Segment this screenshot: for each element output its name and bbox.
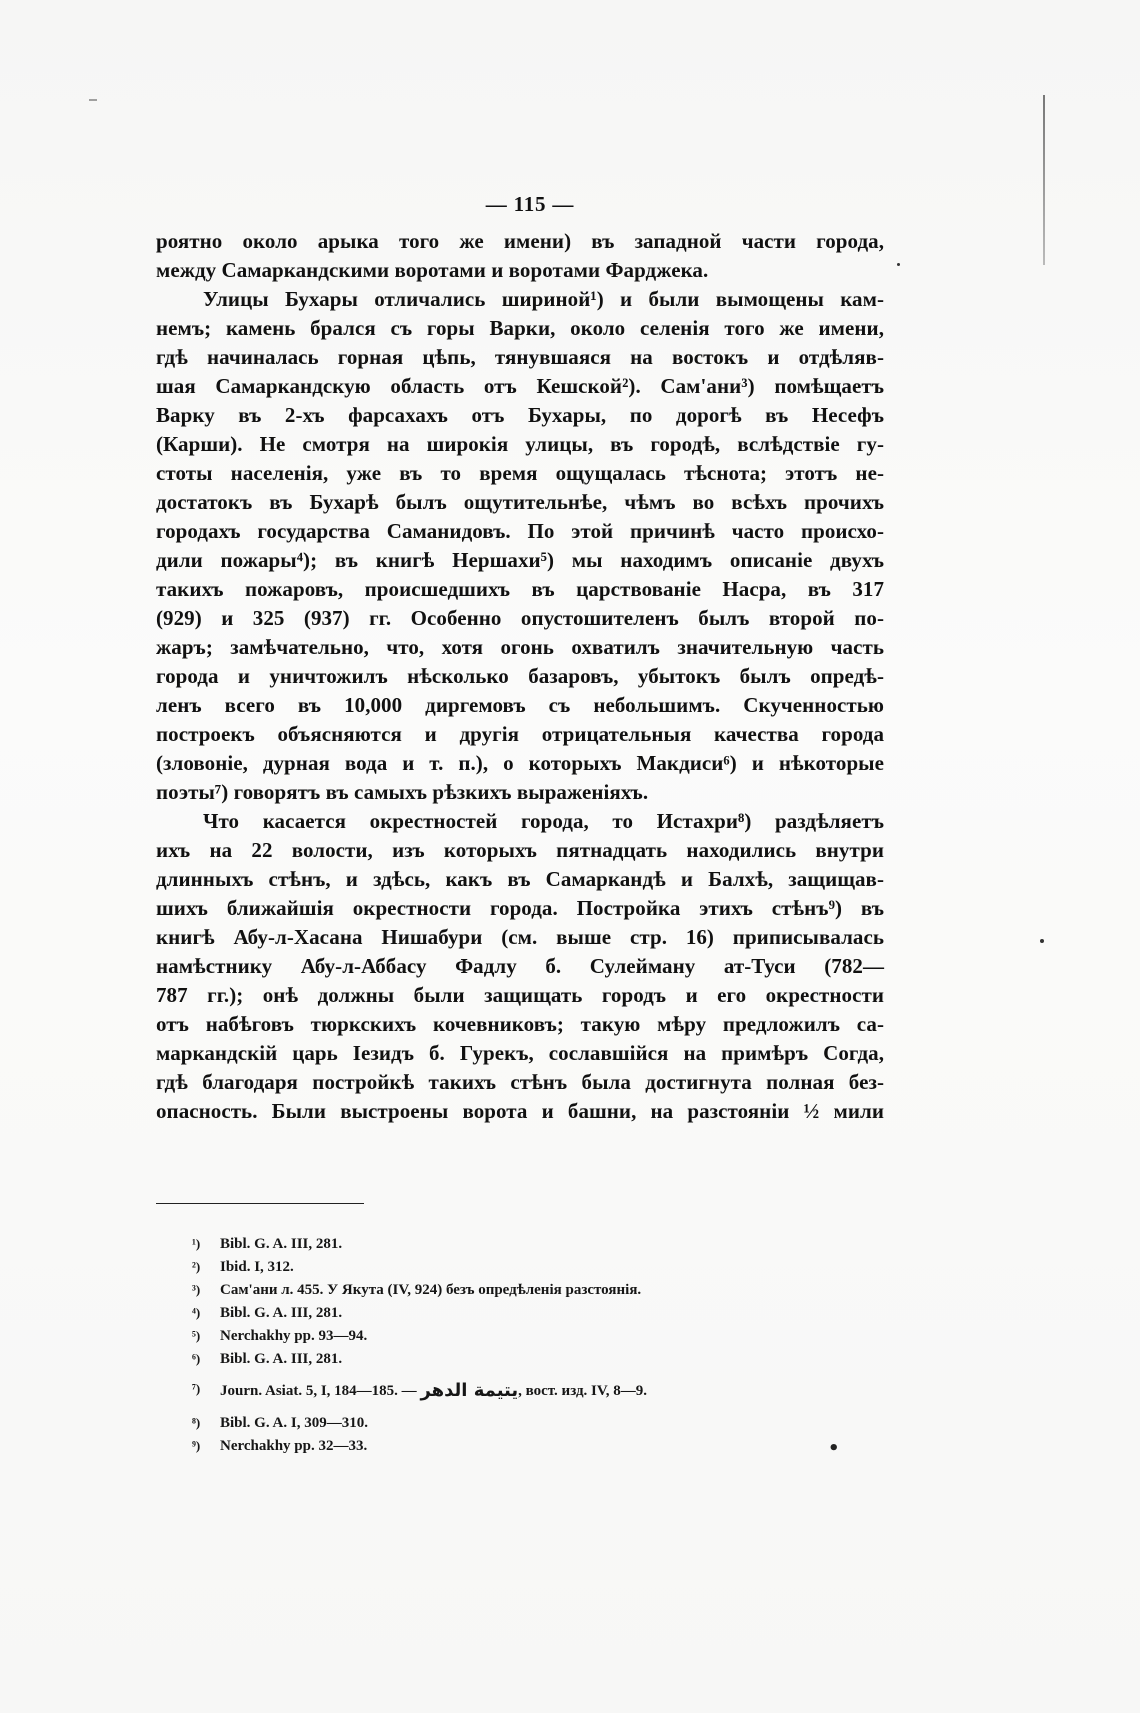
body-line: города и уничтожилъ нѣсколько базаровъ, убытокъ былъ опредѣ- (156, 664, 884, 688)
footnote-text: Сам'ани л. 455. У Якута (IV, 924) безъ опредѣленія разстоянія. (220, 1282, 642, 1298)
body-line: дили пожары⁴); въ книгѣ Нершахи⁵) мы находимъ описаніе двухъ (156, 548, 884, 572)
body-line: шихъ ближайшія окрестности города. Постройка этихъ стѣнъ⁹) въ (156, 896, 884, 920)
footnote-text: Nerchakhy pp. 32—33. (220, 1438, 368, 1454)
body-line: роятно около арыка того же имени) въ западной части города, (156, 229, 884, 253)
footnote (192, 1306, 880, 1321)
footnote-text: Journ. Asiat. 5, I, 184—185. — (220, 1383, 417, 1399)
footnote-text: Bibl. G. A. I, 309—310. (220, 1415, 368, 1431)
page-number-header: — 115 — (485, 192, 575, 216)
arabic-title: يتيمة الدهر (420, 1380, 519, 1401)
body-line: (929) и 325 (937) гг. Особенно опустошителенъ былъ второй по- (156, 606, 884, 630)
footnote-number: ³) (192, 1282, 201, 1297)
body-line: Варку въ 2-хъ фарсахахъ отъ Бухары, по дорогѣ въ Несефъ (156, 403, 884, 427)
body-line: городахъ государства Саманидовъ. По этой причинѣ часто происхо- (156, 519, 884, 543)
body-line: стоты населенія, уже въ то время ощущалась тѣснота; этотъ не- (156, 461, 884, 485)
body-line: гдѣ благодаря постройкѣ такихъ стѣнъ была достигнута полная без- (156, 1070, 884, 1094)
footnote (192, 1237, 880, 1252)
body-line: построекъ объясняются и другія отрицательныя качества города (156, 722, 884, 746)
body-line: опасность. Были выстроены ворота и башни, на разстояніи ½ мили (156, 1099, 884, 1123)
footnote-number: ⁹) (192, 1438, 201, 1453)
footnote (192, 1382, 880, 1400)
body-line: достатокъ въ Бухарѣ былъ ощутительнѣе, чѣмъ во всѣхъ прочихъ (156, 490, 884, 514)
body-line: 787 гг.); онѣ должны были защищать городъ и его окрестности (156, 983, 884, 1007)
footnote (192, 1329, 880, 1344)
footnote-text-after: , вост. изд. IV, 8—9. (518, 1383, 648, 1399)
body-line: гдѣ начиналась горная цѣпь, тянувшаяся на востокъ и отдѣляв- (156, 345, 884, 369)
footnote (192, 1352, 880, 1367)
body-line: жаръ; замѣчательно, что, хотя огонь охватилъ значительную часть (156, 635, 884, 659)
scan-speck (897, 263, 900, 266)
footnote (192, 1283, 880, 1298)
footnote-text: Ibid. I, 312. (220, 1259, 294, 1275)
body-line: ихъ на 22 волости, изъ которыхъ пятнадцать находились внутри (156, 838, 884, 862)
scan-speck (1040, 939, 1044, 943)
footnote-number: ⁶) (192, 1351, 201, 1366)
footnote-number: ⁸) (192, 1415, 201, 1430)
footnote-text: Bibl. G. A. III, 281. (220, 1351, 343, 1367)
footnote-text: Bibl. G. A. III, 281. (220, 1305, 343, 1321)
body-line: (Карши). Не смотря на широкія улицы, въ городѣ, вслѣдствіе гу- (156, 432, 884, 456)
body-line: между Самаркандскими воротами и воротами Фарджека. (156, 258, 709, 282)
body-line: (зловоніе, дурная вода и т. п.), о которыхъ Макдиси⁶) и нѣкоторые (156, 751, 884, 775)
body-line: шая Самаркандскую область отъ Кешской²). Сам'ани³) помѣщаетъ (156, 374, 884, 398)
footnote-number: ⁵) (192, 1328, 201, 1343)
body-line: длинныхъ стѣнъ, и здѣсь, какъ въ Самаркандѣ и Балхѣ, защищав- (156, 867, 884, 891)
body-line: книгѣ Абу-л-Хасана Нишабури (см. выше стр. 16) приписывалась (156, 925, 884, 949)
body-line: ленъ всего въ 10,000 диргемовъ съ небольшимъ. Скученностью (156, 693, 884, 717)
footnote (192, 1416, 880, 1431)
footnote-text: Nerchakhy pp. 93—94. (220, 1328, 368, 1344)
body-line: такихъ пожаровъ, происшедшихъ въ царствованіе Насра, въ 317 (156, 577, 884, 601)
footnote-separator (156, 1203, 364, 1204)
footnote-number: ²) (192, 1259, 201, 1274)
body-line: Улицы Бухары отличались шириной¹) и были вымощены кам- (203, 287, 884, 311)
footnote (192, 1439, 880, 1454)
scan-right-edge (1043, 95, 1045, 265)
scan-speck-mark: • (828, 1438, 840, 1459)
footnote-number: ⁷) (192, 1381, 201, 1396)
footnote (192, 1260, 880, 1275)
footnote-number: ⁴) (192, 1305, 201, 1320)
body-line: немъ; камень брался съ горы Варки, около селенія того же имени, (156, 316, 884, 340)
scan-edge-mark (89, 99, 97, 101)
body-line: маркандскій царь Іезидъ б. Гурекъ, сославшійся на примѣръ Согда, (156, 1041, 884, 1065)
body-line: намѣстнику Абу-л-Аббасу Фадлу б. Сулейману ат-Туси (782— (156, 954, 884, 978)
body-line: Что касается окрестностей города, то Истахри⁸) раздѣляетъ (203, 809, 884, 833)
footnote-text: Bibl. G. A. III, 281. (220, 1236, 343, 1252)
footnote-number: ¹) (192, 1236, 201, 1251)
body-line: поэты⁷) говорятъ въ самыхъ рѣзкихъ выраженіяхъ. (156, 780, 649, 804)
body-line: отъ набѣговъ тюркскихъ кочевниковъ; такую мѣру предложилъ са- (156, 1012, 884, 1036)
